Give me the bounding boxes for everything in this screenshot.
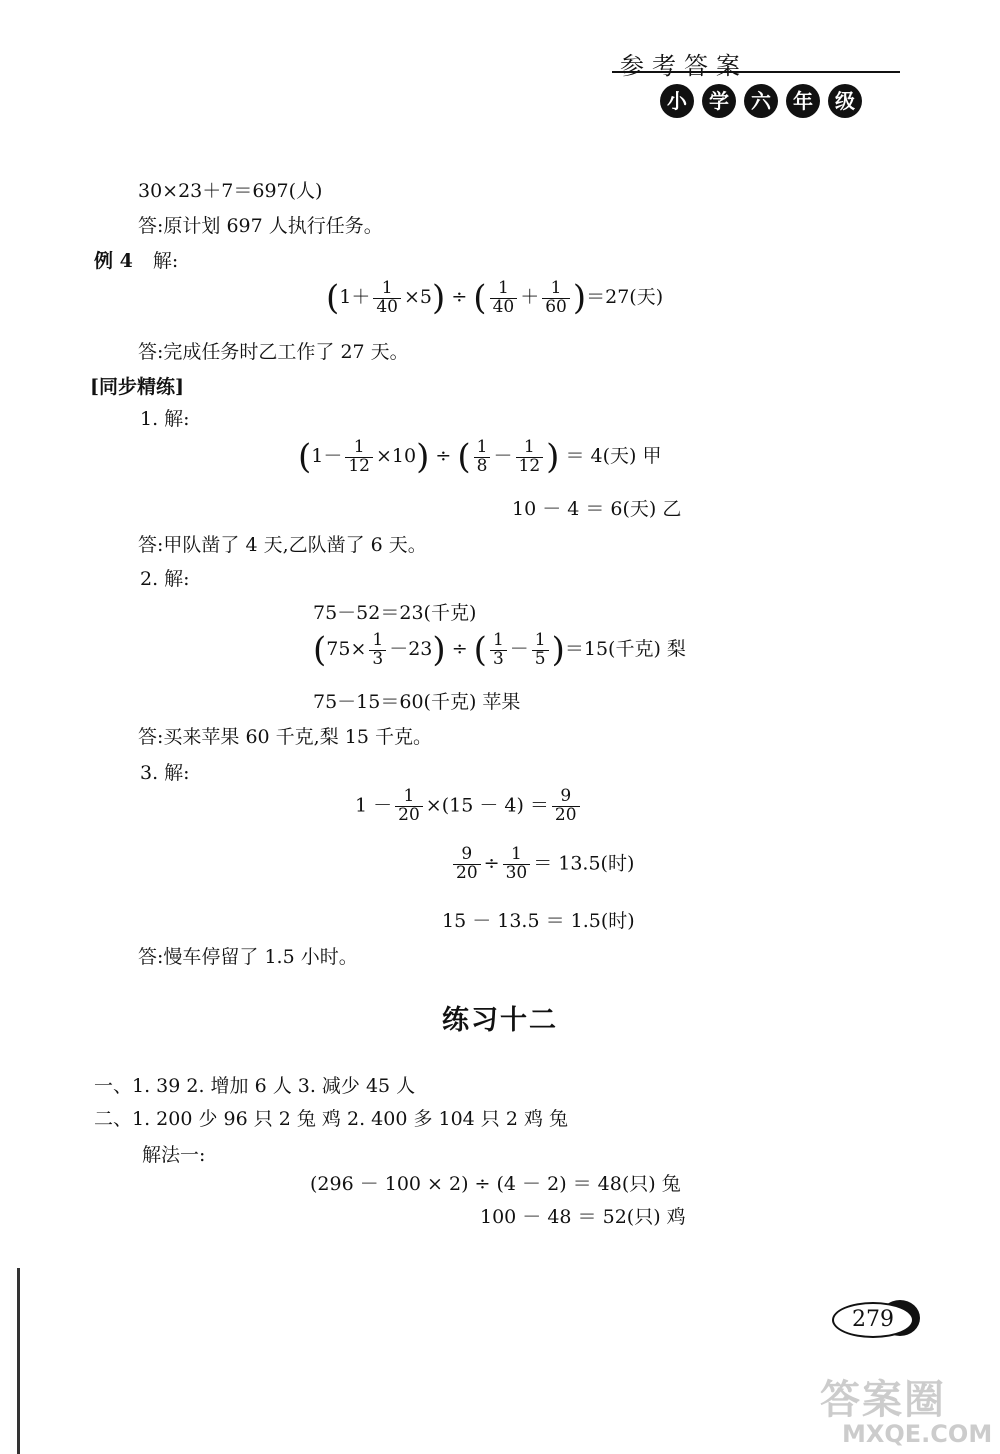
equation-p1: (1－ $\frac{1}{12}$ ×10) ÷ ( $\frac{1}{8}$ － $\frac{1}{12}$ ) ＝ 4(天) 甲 xyxy=(298,436,662,477)
fraction: $\frac{1}{5}$ xyxy=(532,632,549,669)
grade-char: 级 xyxy=(828,84,862,118)
fraction: $\frac{1}{40}$ xyxy=(490,280,518,317)
grade-char: 小 xyxy=(660,84,694,118)
answer-line: 答:完成任务时乙工作了 27 天。 xyxy=(138,341,409,363)
fraction: $\frac{1}{12}$ xyxy=(345,439,373,476)
fraction: $\frac{1}{3}$ xyxy=(369,632,386,669)
equation-p3-line2: $\frac{9}{20}$ ÷ $\frac{1}{30}$ ＝ 13.5(时) xyxy=(450,846,634,883)
problem-label: 3. 解: xyxy=(140,762,190,784)
answer-line: 答:买来苹果 60 千克,梨 15 千克。 xyxy=(138,726,432,748)
watermark-site: MXQE.COM xyxy=(842,1420,993,1448)
calc-line: 75－15＝60(千克) 苹果 xyxy=(313,691,521,713)
page-number: 279 xyxy=(832,1302,914,1338)
answer-line: 答:原计划 697 人执行任务。 xyxy=(138,215,383,237)
answer-line: 答:慢车停留了 1.5 小时。 xyxy=(138,946,358,968)
answer-row: 二、1. 200 少 96 只 2 兔 鸡 2. 400 多 104 只 2 鸡 兔 xyxy=(94,1108,568,1130)
calc-line: (296 － 100 × 2) ÷ (4 － 2) ＝ 48(只) 兔 xyxy=(310,1173,681,1195)
calc-line: 100 － 48 ＝ 52(只) 鸡 xyxy=(480,1206,686,1228)
problem-label: 1. 解: xyxy=(140,408,190,430)
binding-edge xyxy=(17,1268,20,1454)
header-subtitle xyxy=(660,84,870,124)
calc-line: 30×23＋7＝697(人) xyxy=(138,180,323,202)
grade-char: 年 xyxy=(786,84,820,118)
fraction: $\frac{1}{60}$ xyxy=(542,280,570,317)
equation-p3-line1: 1 － $\frac{1}{20}$ ×(15 － 4) ＝ $\frac{9}{20}$ xyxy=(355,788,583,825)
problem-label: 2. 解: xyxy=(140,568,190,590)
calc-line: 10 － 4 ＝ 6(天) 乙 xyxy=(512,498,682,520)
fraction: $\frac{1}{40}$ xyxy=(373,280,401,317)
watermark-logo: 答案圈 xyxy=(820,1376,946,1423)
fraction: $\frac{1}{12}$ xyxy=(516,439,544,476)
section-title: 练习十二 xyxy=(442,1005,558,1036)
section-subheading: [同步精练] xyxy=(90,376,184,398)
method-label: 解法一: xyxy=(142,1144,206,1166)
grade-char: 学 xyxy=(702,84,736,118)
example-heading xyxy=(94,246,178,273)
fraction: $\frac{1}{30}$ xyxy=(503,846,531,883)
fraction: $\frac{9}{20}$ xyxy=(552,788,580,825)
calc-line: 15 － 13.5 ＝ 1.5(时) xyxy=(442,910,635,932)
fraction: $\frac{9}{20}$ xyxy=(453,846,481,883)
answer-line: 答:甲队凿了 4 天,乙队凿了 6 天。 xyxy=(138,534,427,556)
equation-p2: (75× $\frac{1}{3}$ －23) ÷ ( $\frac{1}{3}$ － $\frac{1}{5}$ )＝15(千克) 梨 xyxy=(313,629,686,670)
calc-line: 75－52＝23(千克) xyxy=(313,602,477,624)
fraction: $\frac{1}{3}$ xyxy=(490,632,507,669)
solve-label: 解: xyxy=(152,250,179,272)
grade-char: 六 xyxy=(744,84,778,118)
fraction: $\frac{1}{20}$ xyxy=(395,788,423,825)
header-rule xyxy=(612,71,900,73)
example-label: 例 4 xyxy=(94,250,133,272)
fraction: $\frac{1}{8}$ xyxy=(474,439,491,476)
header-title: 参考答案 xyxy=(620,52,748,80)
answer-row: 一、1. 39 2. 增加 6 人 3. 减少 45 人 xyxy=(94,1075,416,1097)
equation-ex4: (1＋ $\frac{1}{40}$ ×5) ÷ ( $\frac{1}{40}$ ＋ $\frac{1}{60}$ )＝27(天) xyxy=(326,277,664,318)
